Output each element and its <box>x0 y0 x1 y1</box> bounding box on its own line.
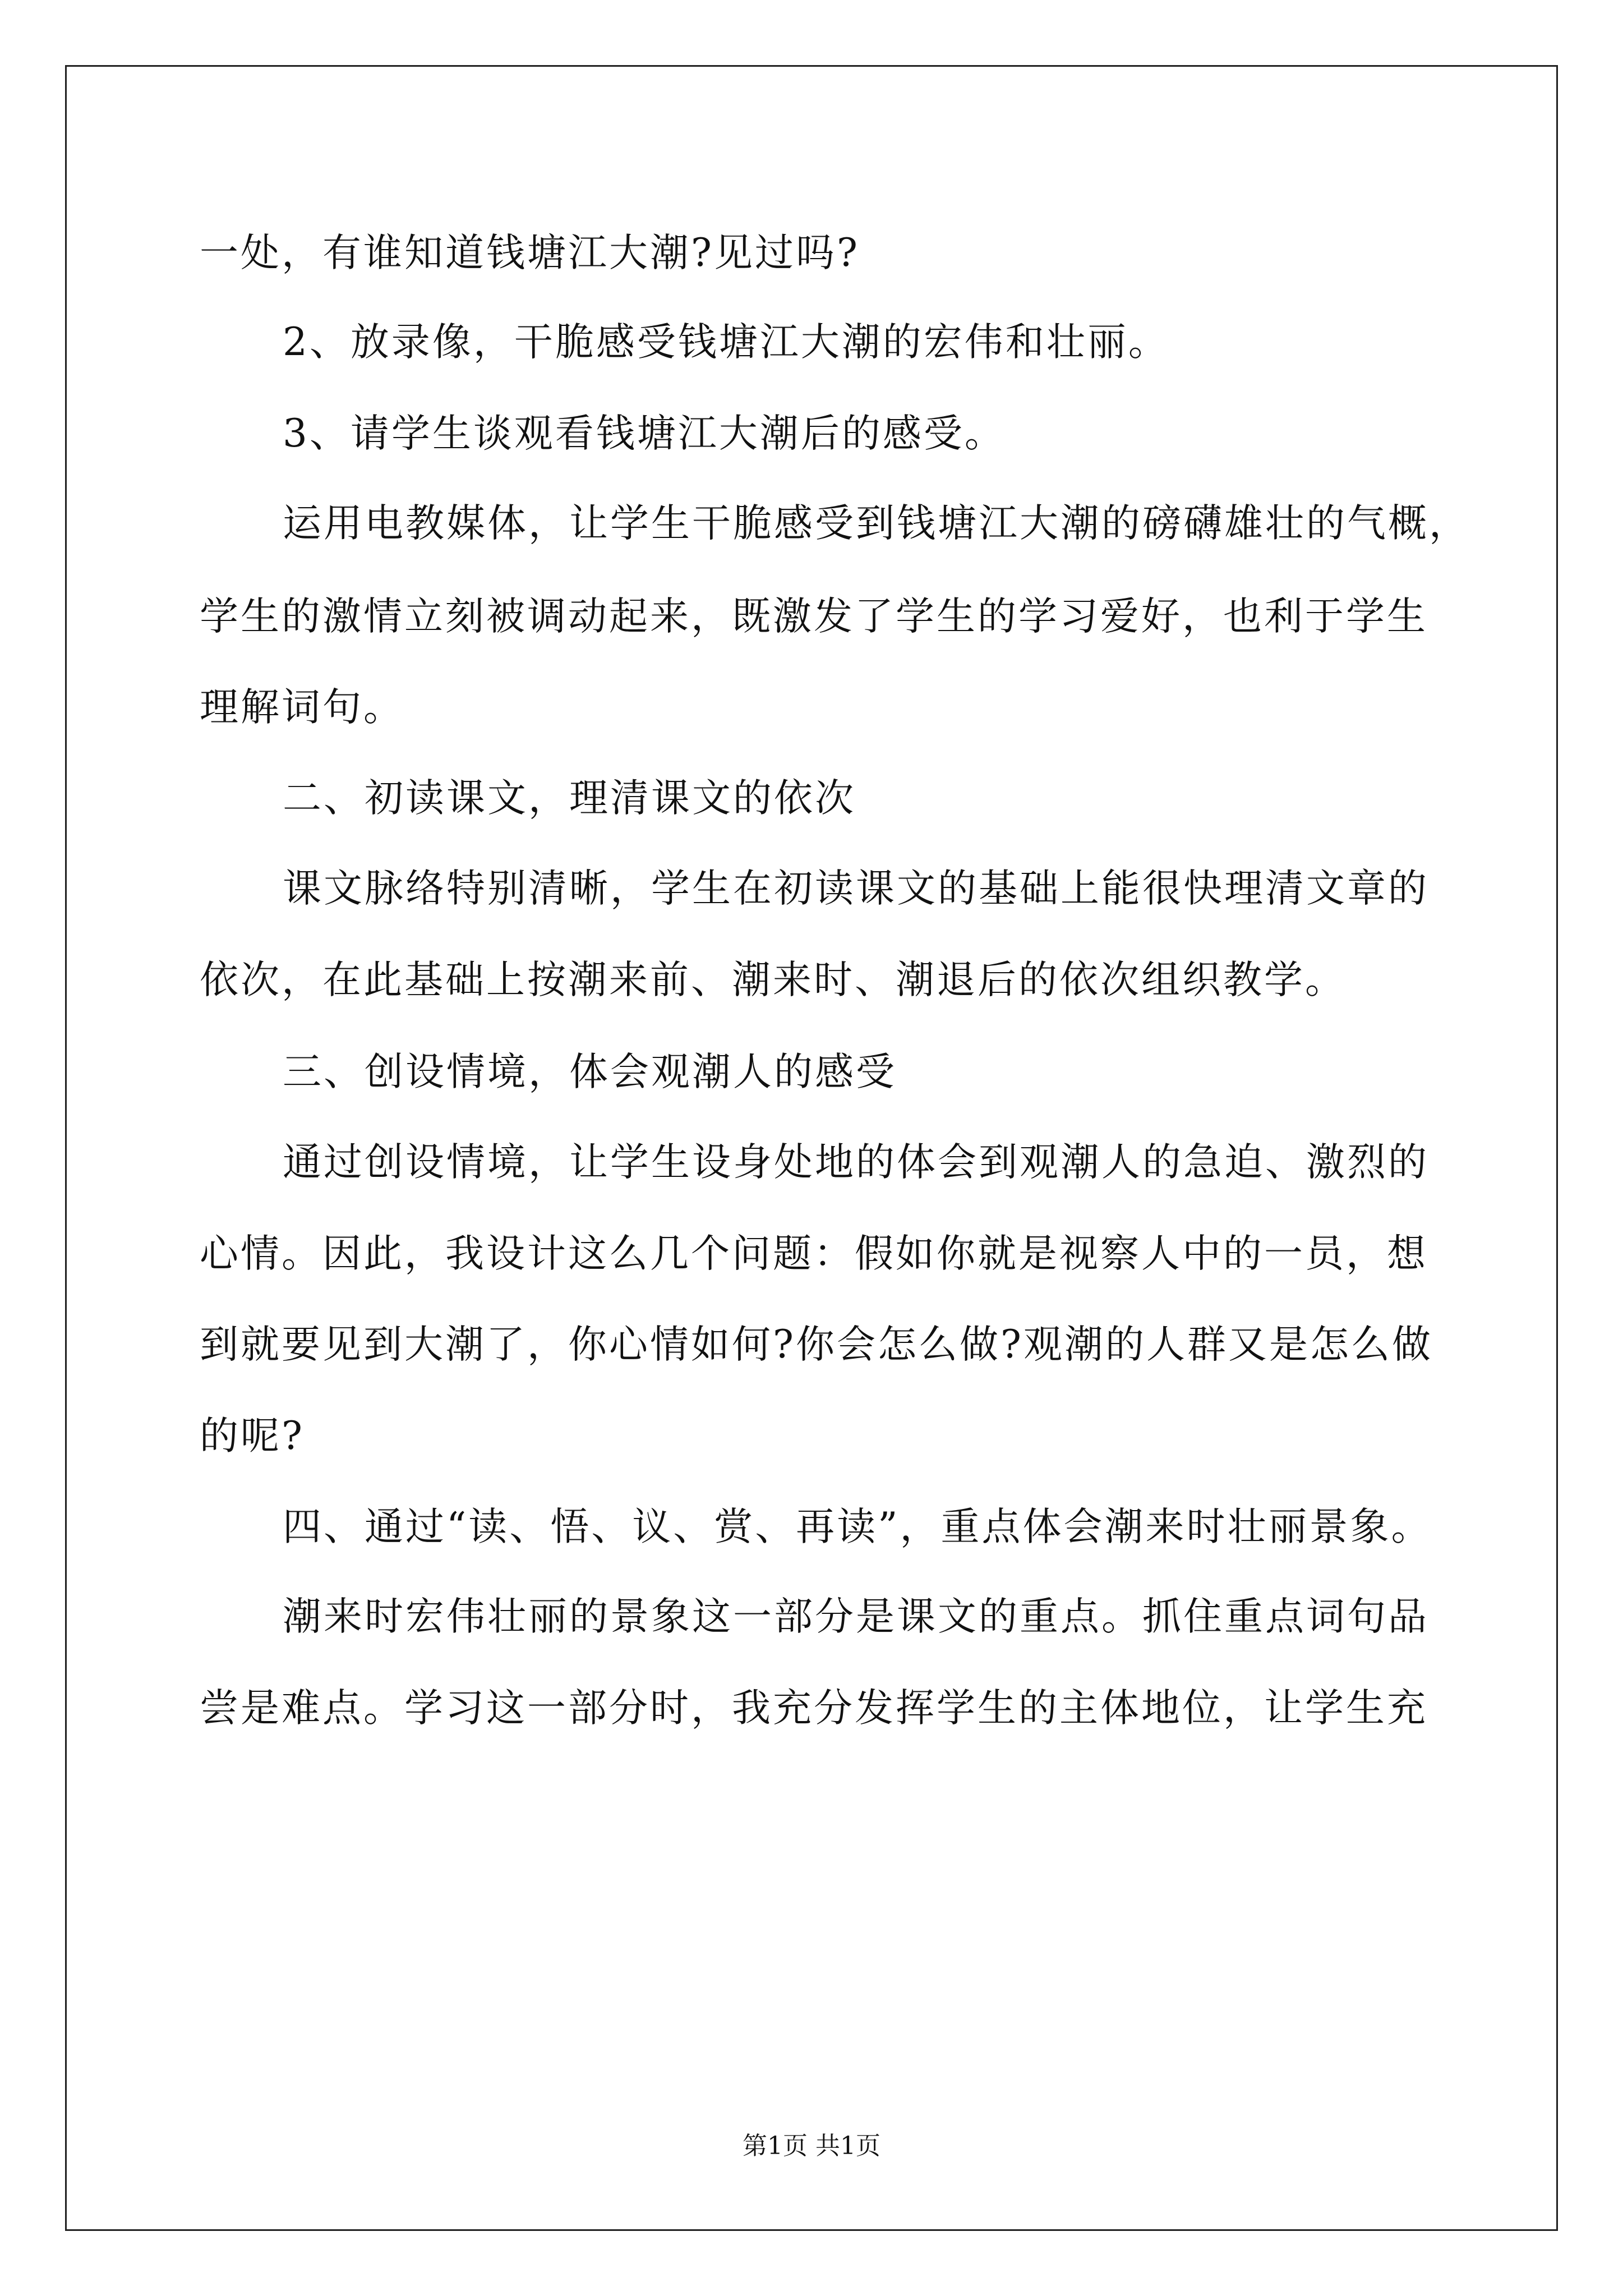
text-line: 的呢? <box>200 1414 305 1458</box>
section-heading: 三、创设情境，体会观潮人的感受 <box>283 1050 897 1094</box>
text-line: 理解词句。 <box>200 685 404 730</box>
section-heading: 二、初读课文，理清课文的依次 <box>283 776 856 821</box>
text-line: 通过创设情境，让学生设身处地的体会到观潮人的急迫、激烈的 <box>283 1140 1429 1185</box>
section-heading: 四、通过“读、悟、议、赏、再读”，重点体会潮来时壮丽景象。 <box>283 1504 1432 1549</box>
text-line: 2、放录像，干脆感受钱塘江大潮的宏伟和壮丽。 <box>283 320 1169 365</box>
text-line: 课文脉络特别清晰，学生在初读课文的基础上能很快理清文章的 <box>283 866 1429 911</box>
text-line: 潮来时宏伟壮丽的景象这一部分是课文的重点。抓住重点词句品 <box>283 1594 1429 1639</box>
text-line: 心情。因此，我设计这么几个问题：假如你就是视察人中的一员，想 <box>200 1231 1428 1276</box>
text-line: 到就要见到大潮了，你心情如何?你会怎么做?观潮的人群又是怎么做 <box>200 1322 1433 1367</box>
text-line: 3、请学生谈观看钱塘江大潮后的感受。 <box>283 411 1006 456</box>
text-line: 尝是难点。学习这一部分时，我充分发挥学生的主体地位，让学生充 <box>200 1686 1428 1731</box>
text-line: 运用电教媒体，让学生干脆感受到钱塘江大潮的磅礴雄壮的气概， <box>283 501 1470 546</box>
text-line: 依次，在此基础上按潮来前、潮来时、潮退后的依次组织教学。 <box>200 958 1346 1002</box>
text-line: 一处，有谁知道钱塘江大潮?见过吗? <box>200 231 860 275</box>
text-line: 学生的激情立刻被调动起来，既激发了学生的学习爱好，也利于学生 <box>200 594 1428 639</box>
page-footer: 第1页 共1页 <box>743 2132 880 2160</box>
